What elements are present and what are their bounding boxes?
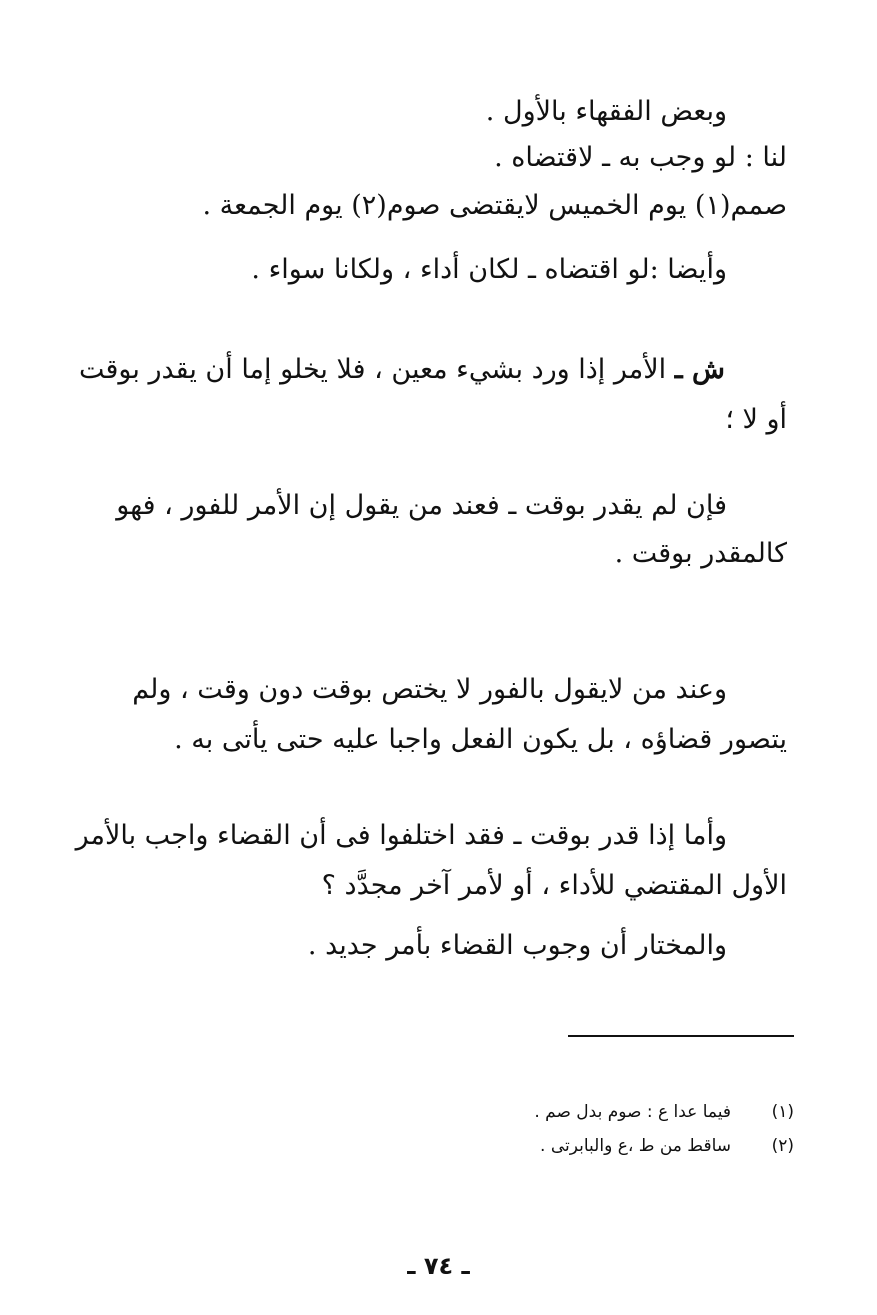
footnote-2-number: (٢) xyxy=(771,1136,794,1156)
text-line-7: فإن لم يقدر بوقت ـ فعند من يقول إن الأمر للفور ، فهو xyxy=(116,490,727,521)
sharh-paragraph-line-1 xyxy=(79,350,725,390)
text-line-8: كالمقدر بوقت . xyxy=(614,538,787,569)
text-line-9: وعند من لايقول بالفور لا يختص بوقت دون وقت ، ولم xyxy=(132,674,727,705)
footnote-separator xyxy=(568,1035,794,1037)
sharh-text: الأمر إذا ورد بشيء معين ، فلا يخلو إما أن يقدر بوقت xyxy=(78,354,667,385)
text-line-3: صمم(١) يوم الخميس لايقتضى صوم(٢) يوم الجمعة . xyxy=(202,190,787,221)
text-line-12: الأول المقتضي للأداء ، أو لأمر آخر مجدَّد ؟ xyxy=(321,870,787,901)
sharh-marker: ش ـ xyxy=(674,354,725,385)
text-line-2: لنا : لو وجب به ـ لاقتضاه . xyxy=(494,142,787,173)
footnote-1-text: فيما عدا ع : صوم بدل صم . xyxy=(534,1102,731,1122)
text-line-13: والمختار أن وجوب القضاء بأمر جديد . xyxy=(307,930,727,961)
footnote-1-number: (١) xyxy=(771,1102,794,1122)
text-line-1: وبعض الفقهاء بالأول . xyxy=(485,96,727,127)
text-line-10: يتصور قضاؤه ، بل يكون الفعل واجبا عليه حتى يأتى به . xyxy=(174,724,787,755)
text-line-4: وأيضا :لو اقتضاه ـ لكان أداء ، ولكانا سواء . xyxy=(251,254,727,285)
text-line-6: أو لا ؛ xyxy=(725,404,787,435)
text-line-11: وأما إذا قدر بوقت ـ فقد اختلفوا فى أن القضاء واجب بالأمر xyxy=(75,820,727,851)
page-number: ـ ٧٤ ـ xyxy=(407,1252,470,1280)
footnote-2-text: ساقط من ط ،ع والبابرتى . xyxy=(540,1136,731,1156)
